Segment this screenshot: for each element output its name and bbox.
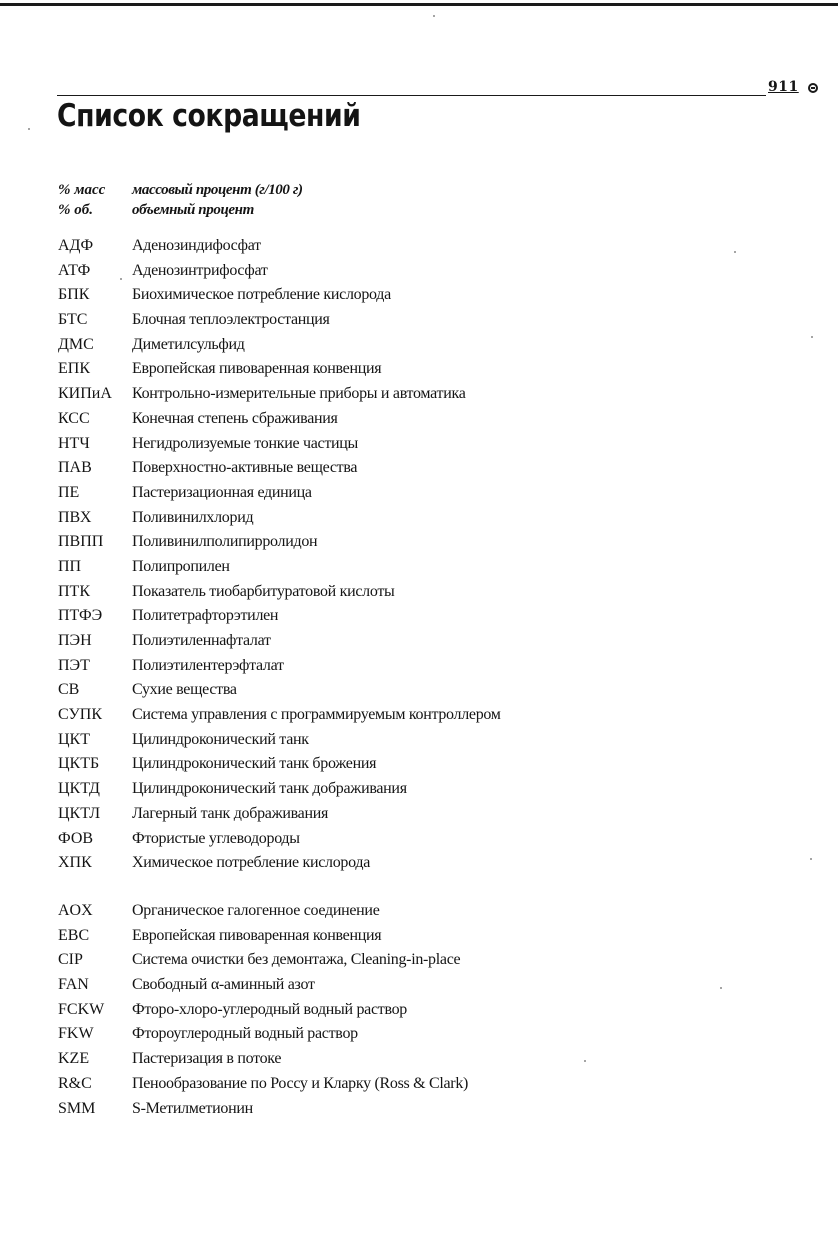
list-item: [58, 924, 468, 949]
definition: Европейская пивоваренная конвенция: [132, 360, 382, 378]
list-item: [58, 899, 468, 924]
definition: Блочная теплоэлектростанция: [132, 311, 330, 329]
abbreviation: НТЧ: [58, 434, 90, 452]
definition: Негидролизуемые тонкие частицы: [132, 434, 359, 452]
russian-abbreviations-list: [58, 234, 501, 876]
abbreviation: ЦКТЛ: [58, 804, 101, 822]
definition: Свободный α-аминный азот: [132, 976, 315, 994]
list-item: [58, 827, 501, 852]
definition: Система очистки без демонтажа, Cleaning-in-place: [132, 951, 461, 969]
abbreviation: ЦКТД: [58, 780, 100, 798]
page-marker-icon: [808, 83, 818, 93]
abbreviation: FCKW: [58, 1000, 105, 1018]
list-item: [58, 752, 501, 777]
abbreviation: ХПК: [58, 854, 92, 872]
definition: Химическое потребление кислорода: [132, 854, 371, 872]
definition: Показатель тиобарбитуратовой кислоты: [132, 582, 395, 600]
definition: массовый процент (г/100 г): [132, 182, 303, 198]
list-item: [58, 1097, 468, 1122]
scan-speck: [433, 15, 435, 17]
abbreviation: R&C: [58, 1074, 92, 1092]
abbreviation: ПТК: [58, 582, 90, 600]
list-item: [58, 703, 501, 728]
abbreviation: БТС: [58, 311, 88, 329]
scan-speck: [120, 278, 122, 280]
top-border-rule: [0, 3, 838, 6]
list-item: [58, 200, 303, 220]
list-item: [58, 1047, 468, 1072]
list-item: [58, 973, 468, 998]
abbreviation: FKW: [58, 1025, 94, 1043]
scan-speck: [734, 251, 736, 253]
list-item: [58, 948, 468, 973]
definition: Диметилсульфид: [132, 335, 245, 353]
definition: Полиэтилентерэфталат: [132, 656, 284, 674]
abbreviation: ПВХ: [58, 508, 92, 526]
scan-speck: [811, 336, 813, 338]
abbreviation: АДФ: [58, 237, 94, 254]
list-item: [58, 333, 501, 358]
abbreviation: ПАВ: [58, 459, 92, 477]
list-item: [58, 802, 501, 827]
abbreviation: ФОВ: [58, 829, 94, 847]
scan-speck: [720, 987, 722, 989]
scan-speck: [810, 858, 812, 860]
abbreviation: ПЭН: [58, 632, 92, 649]
definition: Органическое галогенное соединение: [132, 902, 380, 919]
abbreviation: ПТФЭ: [58, 607, 103, 625]
list-item: [58, 283, 501, 308]
list-item: [58, 308, 501, 333]
definition: Пенообразование по Россу и Кларку (Ross & Clark): [132, 1074, 469, 1092]
abbreviation: % об.: [58, 202, 93, 218]
list-item: [58, 851, 501, 876]
page-title: Список сокращений: [57, 98, 361, 134]
abbreviation: SMM: [58, 1099, 96, 1117]
abbreviation: ЕПК: [58, 360, 90, 378]
list-item: [58, 456, 501, 481]
abbreviation: ЦКТБ: [58, 755, 100, 773]
abbreviation: КИПиА: [58, 385, 112, 403]
abbreviation: EBC: [58, 926, 90, 944]
abbreviation: КСС: [58, 409, 90, 427]
abbreviation: CIP: [58, 951, 83, 969]
list-item: [58, 629, 501, 654]
list-item: [58, 728, 501, 753]
definition: Система управления с программируемым контроллером: [132, 706, 501, 724]
definition: Политетрафторэтилен: [132, 607, 279, 625]
list-item: [58, 407, 501, 432]
abbreviation: FAN: [58, 976, 89, 994]
definition: Фторо-хлоро-углеродный водный раствор: [132, 1000, 407, 1018]
scan-speck: [584, 1060, 586, 1062]
abbreviation: ПВПП: [58, 533, 104, 551]
abbreviation: ПП: [58, 557, 82, 575]
list-item: [58, 382, 501, 407]
latin-abbreviations-list: [58, 899, 468, 1121]
definition: Цилиндроконический танк: [132, 730, 309, 748]
definition: Полипропилен: [132, 557, 230, 575]
abbreviation: AOX: [58, 902, 93, 919]
definition: Лагерный танк дображивания: [132, 804, 329, 822]
list-item: [58, 1072, 468, 1097]
definition: Полиэтиленнафталат: [132, 632, 271, 649]
list-item: [58, 259, 501, 284]
definition: Сухие вещества: [132, 681, 237, 699]
list-item: [58, 998, 468, 1023]
definition: Поливинилполипирролидон: [132, 533, 318, 551]
abbreviation: БПК: [58, 286, 90, 304]
definition: Фтористые углеводороды: [132, 829, 300, 847]
abbreviation: KZE: [58, 1050, 90, 1068]
header-rule: [57, 95, 766, 96]
list-item: [58, 432, 501, 457]
list-item: [58, 530, 501, 555]
definition: Фтороуглеродный водный раствор: [132, 1025, 358, 1043]
list-item: [58, 357, 501, 382]
list-item: [58, 555, 501, 580]
definition: Контрольно-измерительные приборы и автоматика: [132, 385, 466, 403]
abbreviation: СУПК: [58, 706, 103, 724]
definition: Поверхностно-активные вещества: [132, 459, 358, 477]
definition: Поливинилхлорид: [132, 508, 254, 526]
list-item: [58, 481, 501, 506]
list-item: [58, 180, 303, 200]
list-item: [58, 654, 501, 679]
abbreviation: АТФ: [58, 261, 91, 279]
list-item: [58, 777, 501, 802]
abbreviation: СВ: [58, 681, 80, 699]
definition: Биохимическое потребление кислорода: [132, 286, 391, 304]
definition: Конечная степень сбраживания: [132, 409, 338, 427]
abbreviation: % масс: [58, 182, 106, 198]
abbreviation: ПЕ: [58, 483, 80, 501]
list-item: [58, 678, 501, 703]
definition: Цилиндроконический танк брожения: [132, 755, 377, 773]
list-item: [58, 580, 501, 605]
list-item: [58, 234, 501, 259]
scan-speck: [28, 128, 30, 130]
definition: Европейская пивоваренная конвенция: [132, 926, 382, 944]
definition: S-Метилметионин: [132, 1099, 253, 1117]
definition: объемный процент: [132, 202, 254, 218]
units-list: [58, 180, 303, 220]
list-item: [58, 1022, 468, 1047]
definition: Пастеризационная единица: [132, 483, 312, 501]
definition: Пастеризация в потоке: [132, 1050, 282, 1068]
page-number: 911: [768, 79, 799, 95]
definition: Аденозинтрифосфат: [132, 261, 268, 279]
list-item: [58, 506, 501, 531]
abbreviation: ЦКТ: [58, 730, 90, 748]
definition: Цилиндроконический танк дображивания: [132, 780, 407, 798]
list-item: [58, 604, 501, 629]
definition: Аденозиндифосфат: [132, 237, 261, 254]
abbreviation: ДМС: [58, 335, 94, 353]
abbreviation: ПЭТ: [58, 656, 90, 674]
